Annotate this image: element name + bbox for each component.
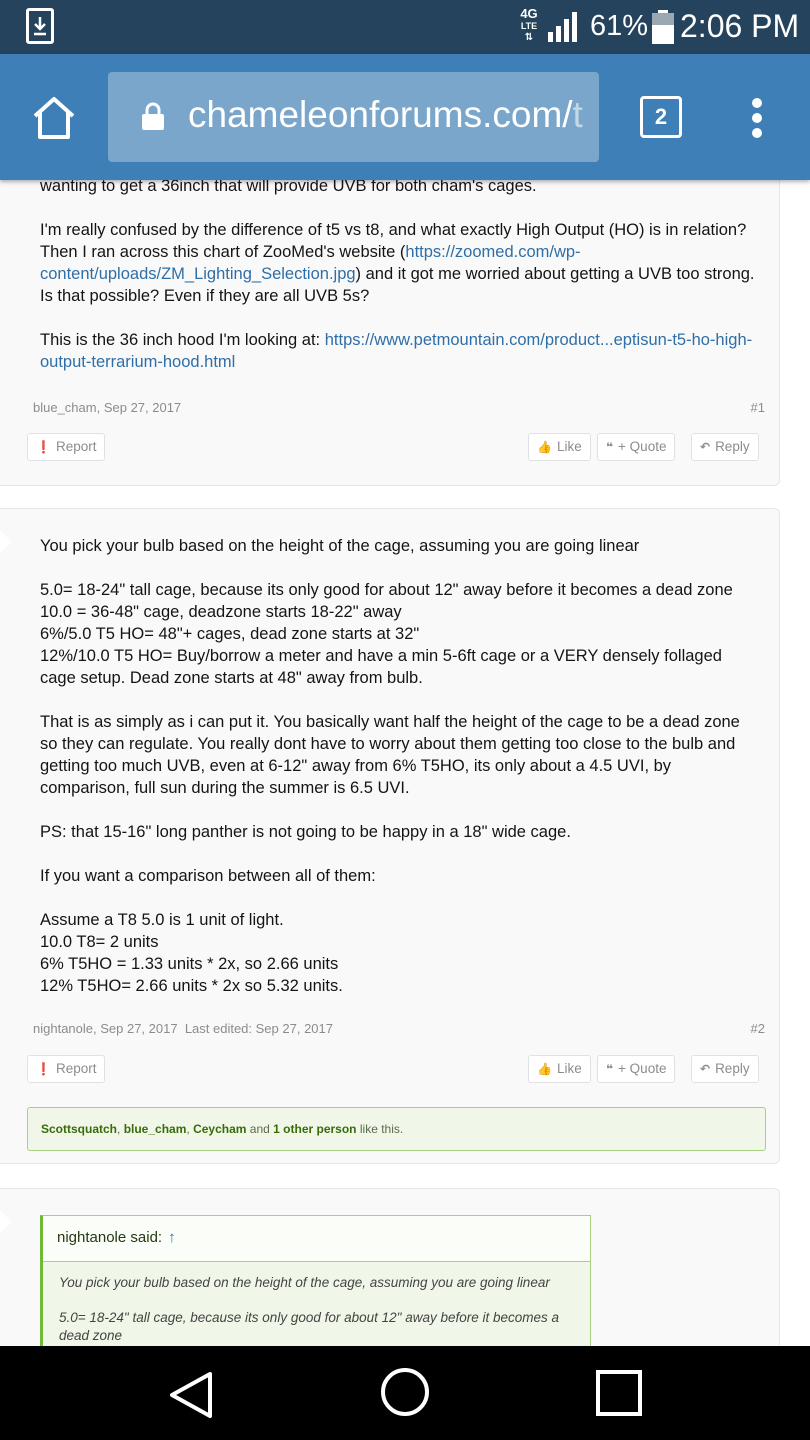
post-meta bbox=[33, 1021, 333, 1036]
url-bar[interactable] bbox=[108, 72, 599, 162]
other-likers-link[interactable]: 1 other person bbox=[273, 1122, 357, 1136]
url-text: chameleonforums.com/t bbox=[188, 94, 583, 135]
liker-link[interactable]: Ceycham bbox=[193, 1122, 247, 1136]
tab-switcher-button[interactable]: 2 bbox=[640, 96, 682, 138]
battery-percent: 61% bbox=[590, 10, 649, 42]
likes-summary: Scottsquatch, blue_cham, Ceycham and 1 other person like this. bbox=[27, 1107, 766, 1151]
clock: 2:06 PM bbox=[680, 8, 800, 44]
warning-icon: ❗ bbox=[36, 1062, 51, 1076]
system-nav-bar bbox=[0, 1346, 810, 1440]
post-meta[interactable]: blue_cham, Sep 27, 2017 bbox=[33, 400, 182, 415]
status-bar bbox=[0, 0, 810, 54]
thumbs-up-icon: 👍 bbox=[537, 1062, 552, 1076]
warning-icon: ❗ bbox=[36, 440, 51, 454]
post-text: 5.0= 18-24" tall cage, because its only good for about 12" away before it becomes a dead zone 10.0 = 36-48" cage, deadzone starts 18-22" away 6%/5.0 T5 HO= 48"+ cages, dead zone starts at 32" 12%/10.0 T5 HO= Buy/borrow a meter and have a min 5-6ft cage or a VERY densely follaged cage setup. Dead zone starts at 48" away from bulb. bbox=[40, 581, 733, 687]
home-icon[interactable] bbox=[30, 94, 78, 142]
back-icon[interactable] bbox=[166, 1370, 216, 1425]
post-text: wanting to get a 36inch that will provide UVB for both cham's cages. bbox=[40, 180, 537, 195]
liker-link[interactable]: Scottsquatch bbox=[41, 1122, 118, 1136]
post-text: PS: that 15-16" long panther is not going to be happy in a 18" wide cage. bbox=[40, 823, 571, 841]
post-text: If you want a comparison between all of them: bbox=[40, 867, 376, 885]
signal-icon bbox=[548, 12, 580, 47]
quote-button[interactable]: ❝ + Quote bbox=[597, 1055, 675, 1083]
reply-icon: ↶ bbox=[700, 1062, 711, 1076]
post-permalink[interactable]: #2 bbox=[750, 1021, 765, 1036]
jump-to-quote-icon[interactable]: ↑ bbox=[168, 1229, 176, 1246]
post-author-date[interactable]: nightanole, Sep 27, 2017 bbox=[33, 1021, 178, 1036]
thread-content bbox=[0, 180, 810, 1346]
reply-button[interactable]: ↶ Reply bbox=[691, 433, 759, 461]
quote-icon: ❝ bbox=[606, 440, 614, 454]
post-2 bbox=[0, 508, 780, 1164]
download-icon bbox=[26, 8, 54, 44]
post-1 bbox=[0, 180, 780, 486]
home-circle-icon[interactable] bbox=[381, 1368, 429, 1416]
zoomed-chart-link[interactable]: https://zoomed.com/wp-content/uploads/ZM_Lighting_Selection.jpg bbox=[40, 243, 581, 283]
post-text: This is the 36 inch hood I'm looking at: https://www.petmountain.com/product...eptisun-t5-ho-high-output-terrarium-hood.html bbox=[40, 331, 753, 371]
post-text: Assume a T8 5.0 is 1 unit of light. 10.0 T8= 2 units 6% T5HO = 1.33 units * 2x, so 2.66 units 12% T5HO= 2.66 units * 2x so 5.32 units. bbox=[40, 911, 343, 995]
lock-icon bbox=[142, 102, 164, 130]
post-text: You pick your bulb based on the height of the cage, assuming you are going linear bbox=[40, 537, 640, 555]
post-text: That is as simply as i can put it. You basically want half the height of the cage to be a dead zone so they can regulate. You really dont have to worry about them getting too close to the bulb and getting too much UVB, even at 6-12" away from 6% T5HO, its only about a 4.5 UVI, by comparison, full sun during the summer is 6.5 UVI. bbox=[40, 713, 740, 797]
post-permalink[interactable]: #1 bbox=[750, 400, 765, 415]
reply-icon: ↶ bbox=[700, 440, 711, 454]
battery-icon bbox=[652, 10, 674, 44]
quote-header bbox=[43, 1216, 590, 1262]
like-button[interactable]: 👍 Like bbox=[528, 1055, 591, 1083]
recent-apps-icon[interactable] bbox=[596, 1370, 642, 1416]
post-pointer bbox=[0, 531, 12, 553]
thumbs-up-icon: 👍 bbox=[537, 440, 552, 454]
liker-link[interactable]: blue_cham bbox=[123, 1122, 187, 1136]
like-button[interactable]: 👍 Like bbox=[528, 433, 591, 461]
quote-block bbox=[40, 1215, 591, 1346]
quote-button[interactable]: ❝ + Quote bbox=[597, 433, 675, 461]
quote-icon: ❝ bbox=[606, 1062, 614, 1076]
quote-text: You pick your bulb based on the height of the cage, assuming you are going linear 5.0= 18-24" tall cage, because its only good for about 12" away before it becomes a dead zone bbox=[59, 1275, 560, 1343]
network-indicator: 4G LTE ⇅ bbox=[520, 6, 538, 43]
overflow-menu-icon[interactable] bbox=[752, 98, 764, 138]
hood-product-link[interactable]: https://www.petmountain.com/product...eptisun-t5-ho-high-output-terrarium-hood.html bbox=[40, 331, 753, 371]
post-pointer bbox=[0, 1211, 12, 1233]
browser-toolbar bbox=[0, 54, 810, 180]
last-edited: Last edited: Sep 27, 2017 bbox=[184, 1021, 333, 1036]
reply-button[interactable]: ↶ Reply bbox=[691, 1055, 759, 1083]
report-button[interactable]: ❗ Report bbox=[27, 1055, 105, 1083]
quote-author[interactable]: nightanole said: bbox=[57, 1229, 163, 1246]
post-text: I'm really confused by the difference of t5 vs t8, and what exactly High Output (HO) is in relation? Then I ran across this chart of ZooMed's website (https://zoomed.com/wp-content/uploads/ZM_Lighting_Selection.jpg) and it got me worried about getting a UVB too strong. Is that possible? Even if they are all UVB 5s? bbox=[40, 221, 755, 305]
report-button[interactable]: ❗ Report bbox=[27, 433, 105, 461]
